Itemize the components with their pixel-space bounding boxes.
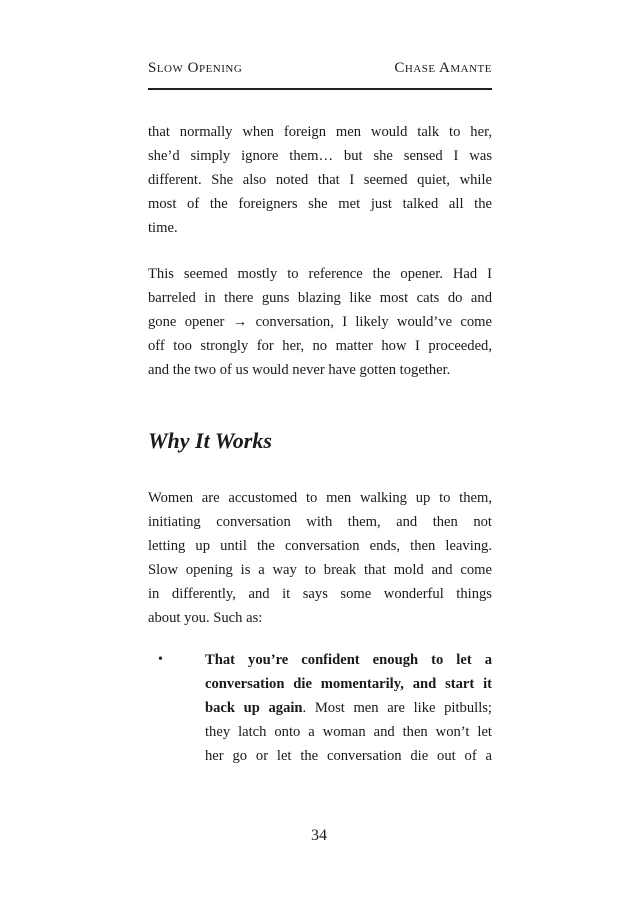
header-author-name: Chase Amante [394, 60, 492, 76]
paragraph-line: and the two of us would never have gotten together. [148, 362, 451, 378]
paragraph-line: off too strongly for her, no matter how I proceeded, [148, 338, 492, 354]
header-chapter-title: Slow Opening [148, 60, 243, 76]
paragraph-line: Women are accustomed to men walking up to them, [148, 490, 492, 506]
bullet-bold-line: conversation die momentarily, and start it [205, 676, 492, 692]
paragraph-2 [148, 262, 492, 382]
paragraph-line: in differently, and it says some wonderful things [148, 586, 492, 602]
paragraph-line: This seemed mostly to reference the opener. Had I [148, 266, 492, 282]
bullet-line: they latch onto a woman and then won’t let [205, 724, 492, 740]
bullet-mixed-line [205, 696, 492, 720]
paragraph-3 [148, 486, 492, 630]
bullet-text [205, 648, 492, 768]
paragraph-line: about you. Such as: [148, 610, 263, 626]
paragraph-line: Slow opening is a way to break that mold and come [148, 562, 492, 578]
paragraph-line: initiating conversation with them, and then not [148, 514, 492, 530]
paragraph-line: that normally when foreign men would talk to her, [148, 124, 492, 140]
bullet-bold-line: That you’re confident enough to let a [205, 652, 492, 668]
paragraph-line: barreled in there guns blazing like most cats do and [148, 290, 492, 306]
bullet-line-rest: . Most men are like pitbulls; [302, 700, 492, 716]
paragraph-line: gone opener → conversation, I likely would’ve come [148, 314, 492, 330]
bullet-bold-phrase: back up again [205, 700, 303, 716]
paragraph-line: she’d simply ignore them… but she sensed I was [148, 148, 492, 164]
paragraph-1 [148, 120, 492, 240]
page-number: 34 [311, 827, 327, 844]
paragraph-line: letting up until the conversation ends, then leaving. [148, 538, 492, 554]
paragraph-line: time. [148, 220, 178, 236]
paragraph-line: different. She also noted that I seemed quiet, while [148, 172, 492, 188]
section-heading: Why It Works [148, 428, 272, 453]
bullet-marker: • [158, 652, 163, 667]
bullet-line: her go or let the conversation die out of a [205, 748, 492, 764]
running-header [148, 58, 492, 90]
paragraph-line: most of the foreigners she met just talked all the [148, 196, 492, 212]
